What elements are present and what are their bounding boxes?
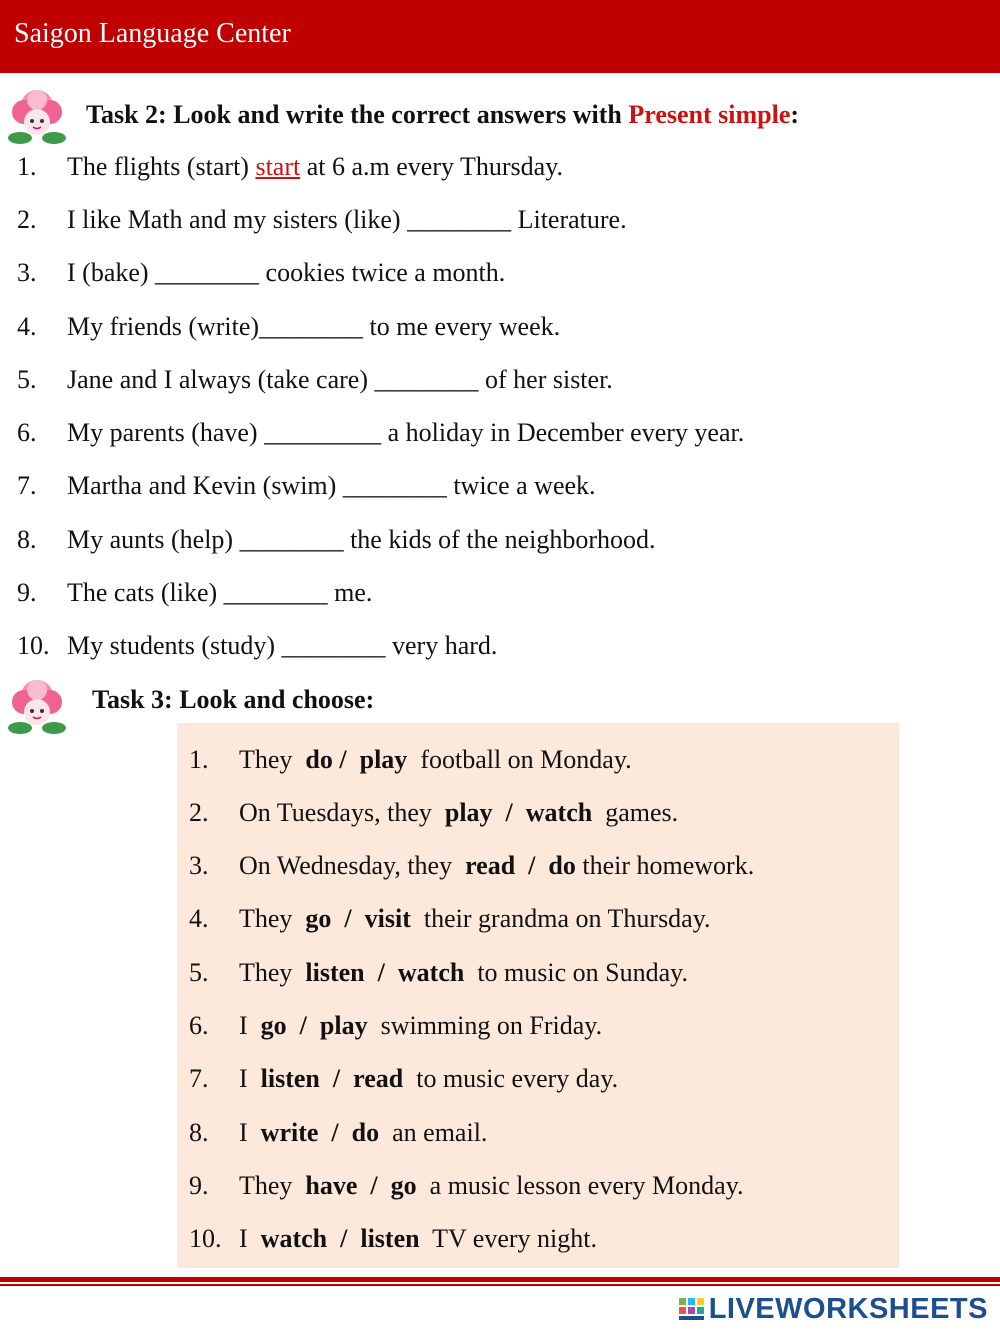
item-number: 7. [17,471,37,500]
item-text-before: I [239,1118,261,1147]
item-text [239,1011,602,1041]
item-text[interactable]: The cats (like) ________ me. [67,578,373,607]
item-text [67,152,563,182]
choice-option-2[interactable]: go [390,1171,417,1200]
item-text [239,851,754,881]
flower-mascot-icon [4,674,70,738]
item-number: 3. [17,258,37,287]
item-number: 1. [189,745,209,774]
item-text-after: their grandma on Thursday. [410,904,711,933]
choice-option-1[interactable]: read [465,851,516,880]
choice-option-1[interactable]: do [305,745,333,774]
choice-separator: / [332,745,360,774]
item-text [239,1171,744,1201]
choice-option-1[interactable]: have [305,1171,358,1200]
item-text-after: TV every night. [419,1224,597,1253]
choice-separator: / [286,1011,320,1040]
item-text [239,1118,487,1148]
item-text [239,745,632,775]
item-text-before: On Tuesdays, they [239,798,445,827]
item-text [239,904,711,934]
footer-divider-thin [0,1284,1000,1286]
item-number: 10. [17,631,50,660]
item-number: 7. [189,1064,209,1093]
choice-option-2[interactable]: listen [360,1224,420,1253]
choice-option-2[interactable]: watch [397,958,465,987]
choice-option-2[interactable]: visit [364,904,411,933]
item-text [239,958,688,988]
item-text[interactable]: Jane and I always (take care) ________ of her sister. [67,365,613,394]
item-text[interactable]: I (bake) ________ cookies twice a month. [67,258,506,287]
task3-heading: Task 3: Look and choose: [92,685,375,714]
item-number: 5. [17,365,37,394]
item-number: 9. [189,1171,209,1200]
item-number: 4. [17,312,37,341]
task2-heading [86,100,799,130]
item-text-after: to music on Sunday. [464,958,688,987]
item-text-after: their homework. [575,851,755,880]
item-number: 4. [189,904,209,933]
item-text[interactable]: Martha and Kevin (swim) ________ twice a week. [67,471,596,500]
item-text-before: I [239,1224,261,1253]
choice-option-1[interactable]: write [260,1118,319,1147]
footer-divider [0,1277,1000,1282]
task2-heading-text: Task 2: Look and write the correct answers with [86,100,629,129]
item-number: 10. [189,1224,222,1253]
item-text [239,798,678,828]
choice-option-1[interactable]: watch [260,1224,328,1253]
item-number: 8. [17,525,37,554]
choice-separator: / [318,1118,352,1147]
item-number: 6. [17,418,37,447]
item-number: 3. [189,851,209,880]
flower-mascot-icon [4,84,70,148]
item-text[interactable]: My aunts (help) ________ the kids of the neighborhood. [67,525,656,554]
choice-separator: / [357,1171,391,1200]
item-text-before: They [239,958,306,987]
choice-option-2[interactable]: do [351,1118,380,1147]
header-bar [0,0,1000,73]
item-text-before: They [239,904,306,933]
choice-option-2[interactable]: read [353,1064,404,1093]
item-number: 1. [17,152,37,181]
item-text-before: I [239,1064,261,1093]
liveworksheets-brand-text: LIVEWORKSHEETS [708,1292,988,1325]
example-answer: start [255,152,301,181]
item-text [239,1224,597,1254]
page-title: Saigon Language Center [14,18,291,49]
choice-option-2[interactable]: play [359,745,408,774]
task2-heading-suffix: : [790,100,800,129]
item-text [239,1064,618,1094]
item-text[interactable]: My parents (have) _________ a holiday in December every year. [67,418,745,447]
choice-option-1[interactable]: go [260,1011,287,1040]
item-text[interactable]: My students (study) ________ very hard. [67,631,498,660]
item-text-after: football on Monday. [407,745,632,774]
item-text[interactable]: I like Math and my sisters (like) ________ Literature. [67,205,627,234]
choice-separator: / [492,798,526,827]
item-text-before: On Wednesday, they [239,851,466,880]
item-number: 9. [17,578,37,607]
item-text-after: a music lesson every Monday. [416,1171,744,1200]
item-text-before: I [239,1011,261,1040]
task2-heading-accent: Present simple [628,100,791,129]
choice-option-2[interactable]: watch [525,798,593,827]
item-text-after: at 6 a.m every Thursday. [300,152,564,181]
item-text-before: They [239,745,306,774]
item-number: 5. [189,958,209,987]
choice-option-1[interactable]: play [444,798,493,827]
choice-separator: / [515,851,549,880]
choice-separator: / [319,1064,354,1093]
item-text-after: swimming on Friday. [367,1011,603,1040]
item-text-before: The flights (start) [67,152,256,181]
choice-option-2[interactable]: play [319,1011,368,1040]
item-number: 2. [189,798,209,827]
item-text-after: an email. [379,1118,488,1147]
choice-separator: / [331,904,365,933]
item-text-after: to music every day. [403,1064,619,1093]
choice-option-2[interactable]: do [548,851,576,880]
choice-option-1[interactable]: go [305,904,332,933]
choice-separator: / [364,958,398,987]
choice-option-1[interactable]: listen [260,1064,320,1093]
item-text-after: games. [592,798,679,827]
liveworksheets-logo-icon [679,1296,705,1322]
item-number: 6. [189,1011,209,1040]
item-number: 8. [189,1118,209,1147]
choice-separator: / [327,1224,361,1253]
choice-option-1[interactable]: listen [305,958,365,987]
item-text[interactable]: My friends (write)________ to me every week. [67,312,561,341]
liveworksheets-logo[interactable] [679,1293,988,1325]
item-number: 2. [17,205,37,234]
item-text-before: They [239,1171,306,1200]
